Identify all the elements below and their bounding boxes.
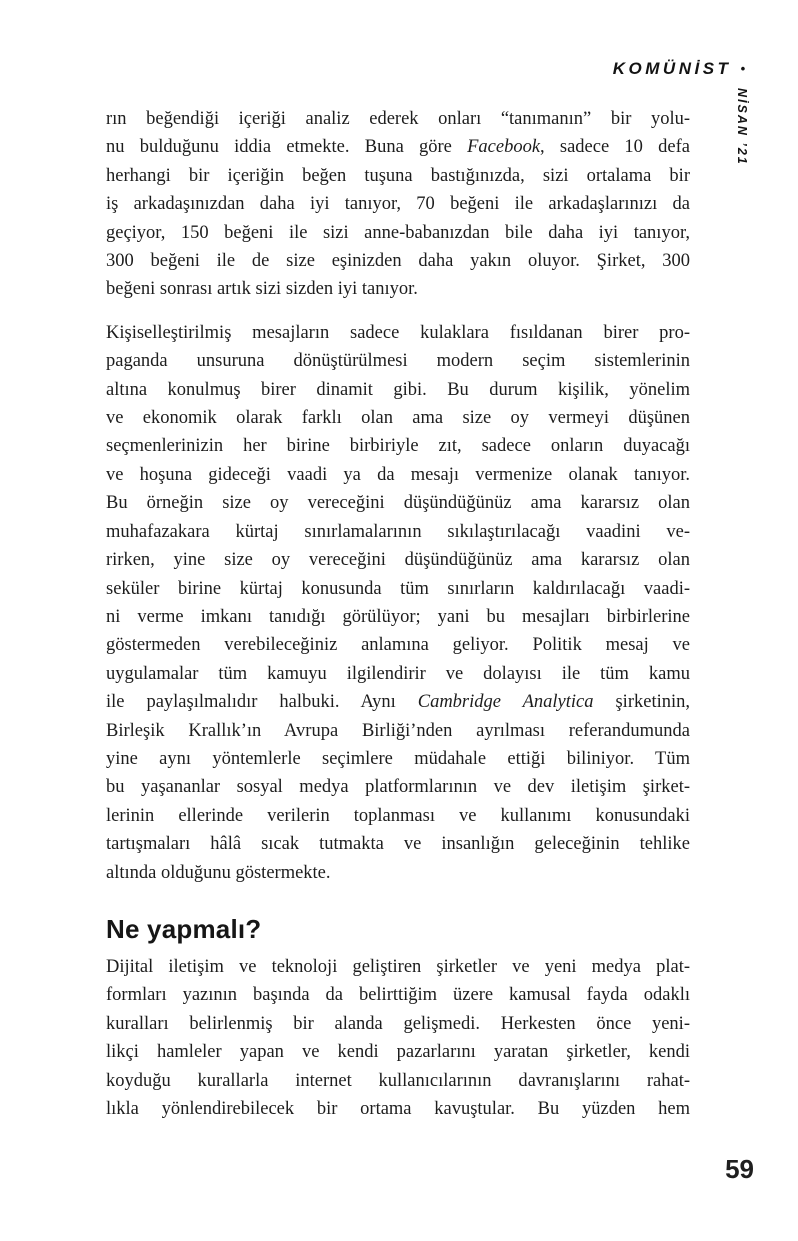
text-line: koyduğu kurallarla internet kullanıcılarının davranışlarını rahat- bbox=[106, 1070, 690, 1091]
text-line: Bu örneğin size oy vereceğini düşündüğünüz ama kararsız olan bbox=[106, 493, 690, 514]
masthead-title: KOMÜNİST bbox=[612, 59, 732, 78]
text-line: ile paylaşılmalıdır halbuki. Aynı Cambridge Analytica şirketinin, bbox=[106, 692, 690, 713]
text-line: likçi hamleler yapan ve kendi pazarlarını yaratan şirketler, kendi bbox=[106, 1042, 690, 1063]
text-line: iş arkadaşınızdan daha iyi tanıyor, 70 beğeni ile arkadaşlarınızı da bbox=[106, 194, 690, 215]
text-line: herhangi bir içeriğin beğen tuşuna bastığınızda, sizi ortalama bir bbox=[106, 165, 690, 186]
text-line: kuralları belirlenmiş bir alanda gelişmedi. Herkesten önce yeni- bbox=[106, 1013, 690, 1034]
text-line: altına konulmuş birer dinamit gibi. Bu durum kişilik, yönelim bbox=[106, 379, 690, 400]
section-heading: Ne yapmalı? bbox=[106, 913, 262, 944]
text-line: Birleşik Krallık’ın Avrupa Birliği’nden ayrılması referandumunda bbox=[106, 720, 690, 741]
text-line: ni verme imkanı tanıdığı görülüyor; yani bu mesajları birbirlerine bbox=[106, 606, 690, 627]
text-line: seküler birine kürtaj konusunda tüm sınırların kaldırılacağı vaadi- bbox=[106, 578, 690, 599]
text-line: altında olduğunu göstermekte. bbox=[106, 862, 331, 883]
text-line: yine aynı yöntemlerle seçimlere müdahale ettiği biliniyor. Tüm bbox=[106, 748, 690, 769]
masthead bbox=[613, 59, 745, 79]
masthead-bullet-icon: • bbox=[740, 61, 745, 76]
text-line: bu yaşananlar sosyal medya platformlarının ve dev iletişim şirket- bbox=[106, 777, 690, 798]
text-line: geçiyor, 150 beğeni ile sizi anne-babanızdan bile daha iyi tanıyor, bbox=[106, 222, 690, 243]
page-number: 59 bbox=[725, 1154, 754, 1184]
paragraph bbox=[106, 105, 690, 304]
text-line: 300 beğeni ile de size eşinizden daha yakın oluyor. Şirket, 300 bbox=[106, 251, 690, 272]
text-line: lerinin ellerinde verilerin toplanması ve kullanımı konusundaki bbox=[106, 805, 690, 826]
text-line: beğeni sonrası artık sizi sizden iyi tanıyor. bbox=[106, 279, 418, 300]
text-line: göstermeden verebileceğiniz anlamına geliyor. Politik mesaj ve bbox=[106, 635, 690, 656]
text-line: muhafazakara kürtaj sınırlamalarının sıkılaştırılacağı vaadini ve- bbox=[106, 521, 690, 542]
text-line: ve hoşuna gideceği vaadi ya da mesajı vermenize olanak tanıyor. bbox=[106, 464, 690, 485]
text-line: paganda unsuruna dönüştürülmesi modern seçim sistemlerinin bbox=[106, 351, 690, 372]
body-text bbox=[106, 105, 690, 1123]
paragraph bbox=[106, 953, 690, 1123]
paragraph bbox=[106, 319, 690, 887]
text-line: rirken, yine size oy vereceğini düşündüğünüz ama kararsız olan bbox=[106, 550, 690, 571]
text-line: nu bulduğunu iddia etmekte. Buna göre Facebook, sadece 10 defa bbox=[106, 137, 690, 158]
text-line: ve ekonomik olarak farklı olan ama size oy vermeyi düşünen bbox=[106, 408, 690, 429]
text-line: lıkla yönlendirebilecek bir ortama kavuştular. Bu yüzden hem bbox=[106, 1099, 690, 1119]
italic-text: Cambridge Analytica bbox=[417, 692, 594, 713]
text-line: Kişiselleştirilmiş mesajların sadece kulaklara fısıldanan birer pro- bbox=[106, 322, 690, 343]
text-line: seçmenlerinizin her birine birbiriyle zıt, sadece onların duyacağı bbox=[106, 436, 690, 457]
text-line: Dijital iletişim ve teknoloji geliştiren şirketler ve yeni medya plat- bbox=[106, 956, 690, 977]
text-line: rın beğendiği içeriği analiz ederek onları “tanımanın” bir yolu- bbox=[106, 109, 690, 129]
text-line: formları yazının başında da belirttiğim üzere kamusal fayda odaklı bbox=[106, 985, 690, 1006]
text-line: tartışmaları hâlâ sıcak tutmakta ve insanlığın geleceğinin tehlike bbox=[106, 834, 690, 855]
italic-text: Facebook bbox=[467, 137, 541, 158]
text-line: uygulamalar tüm kamuyu ilgilendirir ve dolayısı ile tüm kamu bbox=[106, 663, 690, 684]
issue-date: NİSAN ’21 bbox=[735, 88, 749, 166]
